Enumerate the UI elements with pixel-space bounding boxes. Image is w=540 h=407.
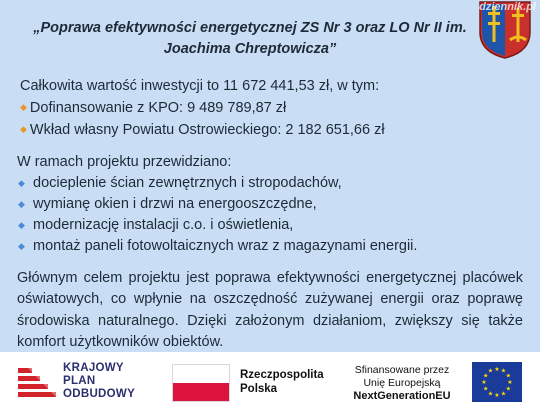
funding-logos-bar	[0, 352, 540, 407]
eu-star-icon: ★	[505, 373, 511, 380]
eu-star-icon: ★	[487, 368, 494, 375]
eu-star-icon: ★	[500, 368, 507, 375]
investment-item-text: Dofinansowanie z KPO: 9 489 789,87 zł	[29, 100, 287, 116]
investment-item-text: Wkład własny Powiatu Ostrowieckiego: 2 182 651,66 zł	[29, 122, 385, 138]
watermark: dziennik.pl	[479, 1, 536, 13]
eu-star-icon: ★	[483, 386, 489, 393]
pl-line: Polska	[240, 383, 278, 395]
investment-total: Całkowita wartość inwestycji to 11 672 441,53 zł, w tym:	[20, 78, 380, 94]
eu-line: NextGenerationEU	[353, 390, 451, 402]
poland-logo-text	[240, 368, 324, 396]
kpo-logo-icon	[18, 364, 58, 404]
eu-star-icon: ★	[505, 386, 511, 393]
kpo-line: KRAJOWY	[63, 362, 124, 374]
investment-item	[20, 97, 385, 119]
page-title: „Poprawa efektywności energetycznej ZS Nr 3 oraz LO Nr II im. Joachima Chreptowicza”	[33, 20, 467, 57]
eu-logo-text	[346, 364, 458, 403]
kpo-line: PLAN	[63, 375, 96, 387]
list-item: ◆ montaż paneli fotowoltaicznych wraz z magazynami energii.	[17, 236, 417, 257]
eu-star-icon: ★	[483, 373, 489, 380]
list-item: ◆ wymianę okien i drzwi na energooszczędne,	[17, 194, 417, 215]
eu-line: Sfinansowane przez	[354, 364, 450, 376]
eu-star-icon: ★	[487, 391, 494, 398]
eu-line: Unię Europejską	[363, 377, 441, 389]
eu-star-icon: ★	[494, 393, 500, 399]
kpo-logo-text	[63, 362, 135, 401]
eu-star-icon: ★	[500, 391, 507, 398]
kpo-line: ODBUDOWY	[63, 388, 136, 400]
investment-item	[20, 119, 385, 141]
list-item: ◆ modernizację instalacji c.o. i oświetlenia,	[17, 215, 417, 236]
list-item: ◆ docieplenie ścian zewnętrznych i stropodachów,	[17, 173, 417, 194]
investment-section	[20, 76, 385, 141]
scope-list	[17, 173, 417, 257]
pl-line: Rzeczpospolita	[240, 369, 324, 381]
scope-section	[17, 152, 417, 257]
eu-star-icon: ★	[507, 380, 513, 386]
eu-star-icon: ★	[481, 380, 487, 386]
goal-paragraph: Głównym celem projektu jest poprawa efektywności energetycznej placówek oświatowych, co wpłynie na oszczędność zużywanej energii oraz poprawę środowiska naturalnego. Dzięki założonym działaniom, zwiększy się także komfort użytkowników obiektów.	[17, 270, 523, 350]
polish-flag-icon	[172, 364, 230, 402]
eu-star-icon: ★	[494, 367, 500, 373]
scope-intro: W ramach projektu przewidziano:	[17, 154, 232, 170]
eu-flag-icon	[472, 362, 522, 402]
